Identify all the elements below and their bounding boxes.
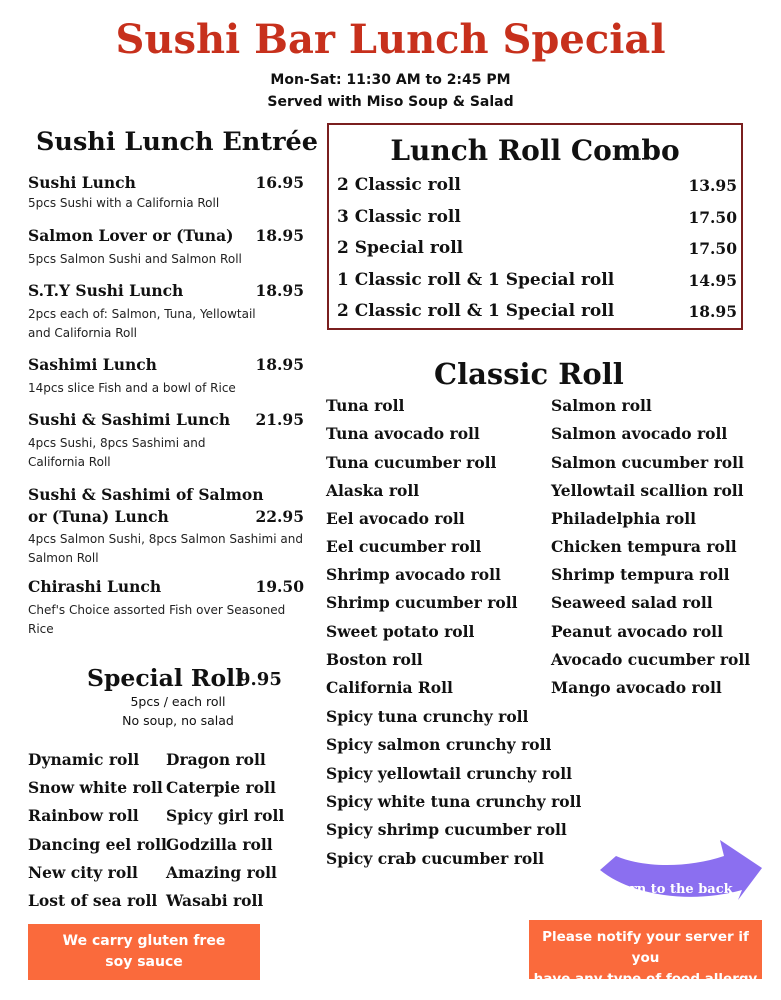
entree-item-desc: Salmon Roll	[28, 551, 99, 565]
classic-roll-item: Sweet potato roll	[326, 622, 475, 641]
special-roll-item: Snow white roll	[28, 778, 163, 797]
special-roll-item: Spicy girl roll	[166, 806, 285, 825]
allergy-notice-line: have any type of food allergy	[533, 971, 758, 987]
special-note: No soup, no salad	[122, 713, 234, 728]
classic-roll-item: Spicy salmon crunchy roll	[326, 735, 552, 754]
classic-roll-item: Boston roll	[326, 650, 423, 669]
gluten-notice-line: We carry gluten free	[62, 933, 226, 949]
classic-roll-item: Eel cucumber roll	[326, 537, 482, 556]
entree-heading: Sushi Lunch Entrée	[36, 127, 319, 157]
combo-item-price: 18.95	[688, 302, 737, 321]
classic-roll-item: Spicy crab cucumber roll	[326, 849, 544, 868]
served-with-text: Served with Miso Soup & Salad	[267, 94, 514, 110]
entree-item-desc: California Roll	[28, 455, 111, 469]
entree-item-name: Sushi & Sashimi of Salmon	[28, 485, 264, 504]
turn-back-arrow-icon[interactable]	[592, 834, 762, 914]
entree-item-name: or (Tuna) Lunch	[28, 507, 169, 526]
special-roll-item: Lost of sea roll	[28, 891, 158, 910]
entree-item-desc: 4pcs Salmon Sushi, 8pcs Salmon Sashimi and	[28, 532, 303, 546]
entree-item-name: Sushi Lunch	[28, 173, 136, 192]
classic-roll-item: Seaweed salad roll	[551, 593, 713, 612]
classic-roll-item: Alaska roll	[326, 481, 420, 500]
classic-roll-item: Spicy shrimp cucumber roll	[326, 820, 567, 839]
combo-item-name: 2 Classic roll	[337, 175, 461, 195]
entree-item-price: 22.95	[255, 507, 304, 526]
entree-item-price: 18.95	[255, 226, 304, 245]
entree-item-price: 18.95	[255, 355, 304, 374]
combo-item-price: 13.95	[688, 176, 737, 195]
special-roll-item: Amazing roll	[166, 863, 277, 882]
special-roll-item: Caterpie roll	[166, 778, 276, 797]
turn-back-label[interactable]: Turn to the back	[612, 882, 733, 897]
special-roll-item: New city roll	[28, 863, 138, 882]
entree-item-name: Chirashi Lunch	[28, 577, 162, 596]
combo-item-price: 14.95	[688, 271, 737, 290]
combo-heading: Lunch Roll Combo	[390, 134, 680, 167]
allergy-notice-line: Please notify your server if you	[542, 929, 749, 966]
combo-item-name: 2 Classic roll & 1 Special roll	[337, 301, 615, 321]
special-roll-item: Godzilla roll	[166, 835, 273, 854]
entree-item-name: Sushi & Sashimi Lunch	[28, 410, 231, 429]
classic-roll-item: Tuna avocado roll	[326, 424, 480, 443]
entree-item-desc: 5pcs Sushi with a California Roll	[28, 196, 220, 210]
entree-item-name: Sashimi Lunch	[28, 355, 157, 374]
entree-item-desc: 14pcs slice Fish and a bowl of Rice	[28, 381, 236, 395]
entree-item-name: S.T.Y Sushi Lunch	[28, 281, 184, 300]
special-roll-item: Dynamic roll	[28, 750, 140, 769]
special-roll-item: Dragon roll	[166, 750, 266, 769]
combo-item-name: 3 Classic roll	[337, 207, 461, 227]
special-heading: Special Roll	[87, 664, 244, 692]
allergy-notice	[529, 920, 762, 987]
classic-roll-item: Peanut avocado roll	[551, 622, 723, 641]
classic-roll-item: Tuna cucumber roll	[326, 453, 497, 472]
classic-roll-item: Mango avocado roll	[551, 678, 722, 697]
classic-heading: Classic Roll	[434, 357, 624, 391]
classic-roll-item: Spicy tuna crunchy roll	[326, 707, 529, 726]
entree-item-price: 16.95	[255, 173, 304, 192]
special-note: 5pcs / each roll	[130, 694, 226, 709]
entree-item-price: 21.95	[255, 410, 304, 429]
classic-roll-item: Eel avocado roll	[326, 509, 465, 528]
combo-item-price: 17.50	[688, 239, 737, 258]
special-roll-item: Wasabi roll	[166, 891, 264, 910]
entree-item-desc: 5pcs Salmon Sushi and Salmon Roll	[28, 252, 242, 266]
classic-roll-item: Chicken tempura roll	[551, 537, 737, 556]
entree-item-desc: Rice	[28, 622, 54, 636]
classic-roll-item: Salmon roll	[551, 396, 652, 415]
hours-text: Mon-Sat: 11:30 AM to 2:45 PM	[270, 72, 511, 88]
combo-item-name: 1 Classic roll & 1 Special roll	[337, 270, 615, 290]
classic-roll-item: Philadelphia roll	[551, 509, 697, 528]
classic-roll-item: California Roll	[326, 678, 453, 697]
classic-roll-item: Salmon avocado roll	[551, 424, 728, 443]
combo-item-name: 2 Special roll	[337, 238, 464, 258]
entree-item-desc: 2pcs each of: Salmon, Tuna, Yellowtail	[28, 307, 256, 321]
classic-roll-item: Spicy yellowtail crunchy roll	[326, 764, 572, 783]
classic-roll-item: Shrimp cucumber roll	[326, 593, 518, 612]
special-price: 9.95	[238, 669, 282, 690]
entree-item-desc: and California Roll	[28, 326, 137, 340]
classic-roll-item: Shrimp avocado roll	[326, 565, 501, 584]
classic-roll-item: Tuna roll	[326, 396, 405, 415]
special-roll-item: Rainbow roll	[28, 806, 139, 825]
classic-roll-item: Yellowtail scallion roll	[551, 481, 744, 500]
entree-item-price: 19.50	[255, 577, 304, 596]
gluten-notice-line: soy sauce	[105, 954, 183, 970]
entree-item-name: Salmon Lover or (Tuna)	[28, 226, 234, 245]
entree-item-desc: 4pcs Sushi, 8pcs Sashimi and	[28, 436, 206, 450]
classic-roll-item: Spicy white tuna crunchy roll	[326, 792, 582, 811]
gluten-free-notice	[28, 924, 260, 980]
entree-item-desc: Chef's Choice assorted Fish over Seasoned	[28, 603, 286, 617]
entree-item-price: 18.95	[255, 281, 304, 300]
combo-item-price: 17.50	[688, 208, 737, 227]
classic-roll-item: Salmon cucumber roll	[551, 453, 744, 472]
menu-title: Sushi Bar Lunch Special	[115, 16, 666, 63]
classic-roll-item: Shrimp tempura roll	[551, 565, 730, 584]
special-roll-item: Dancing eel roll	[28, 835, 167, 854]
classic-roll-item: Avocado cucumber roll	[551, 650, 751, 669]
